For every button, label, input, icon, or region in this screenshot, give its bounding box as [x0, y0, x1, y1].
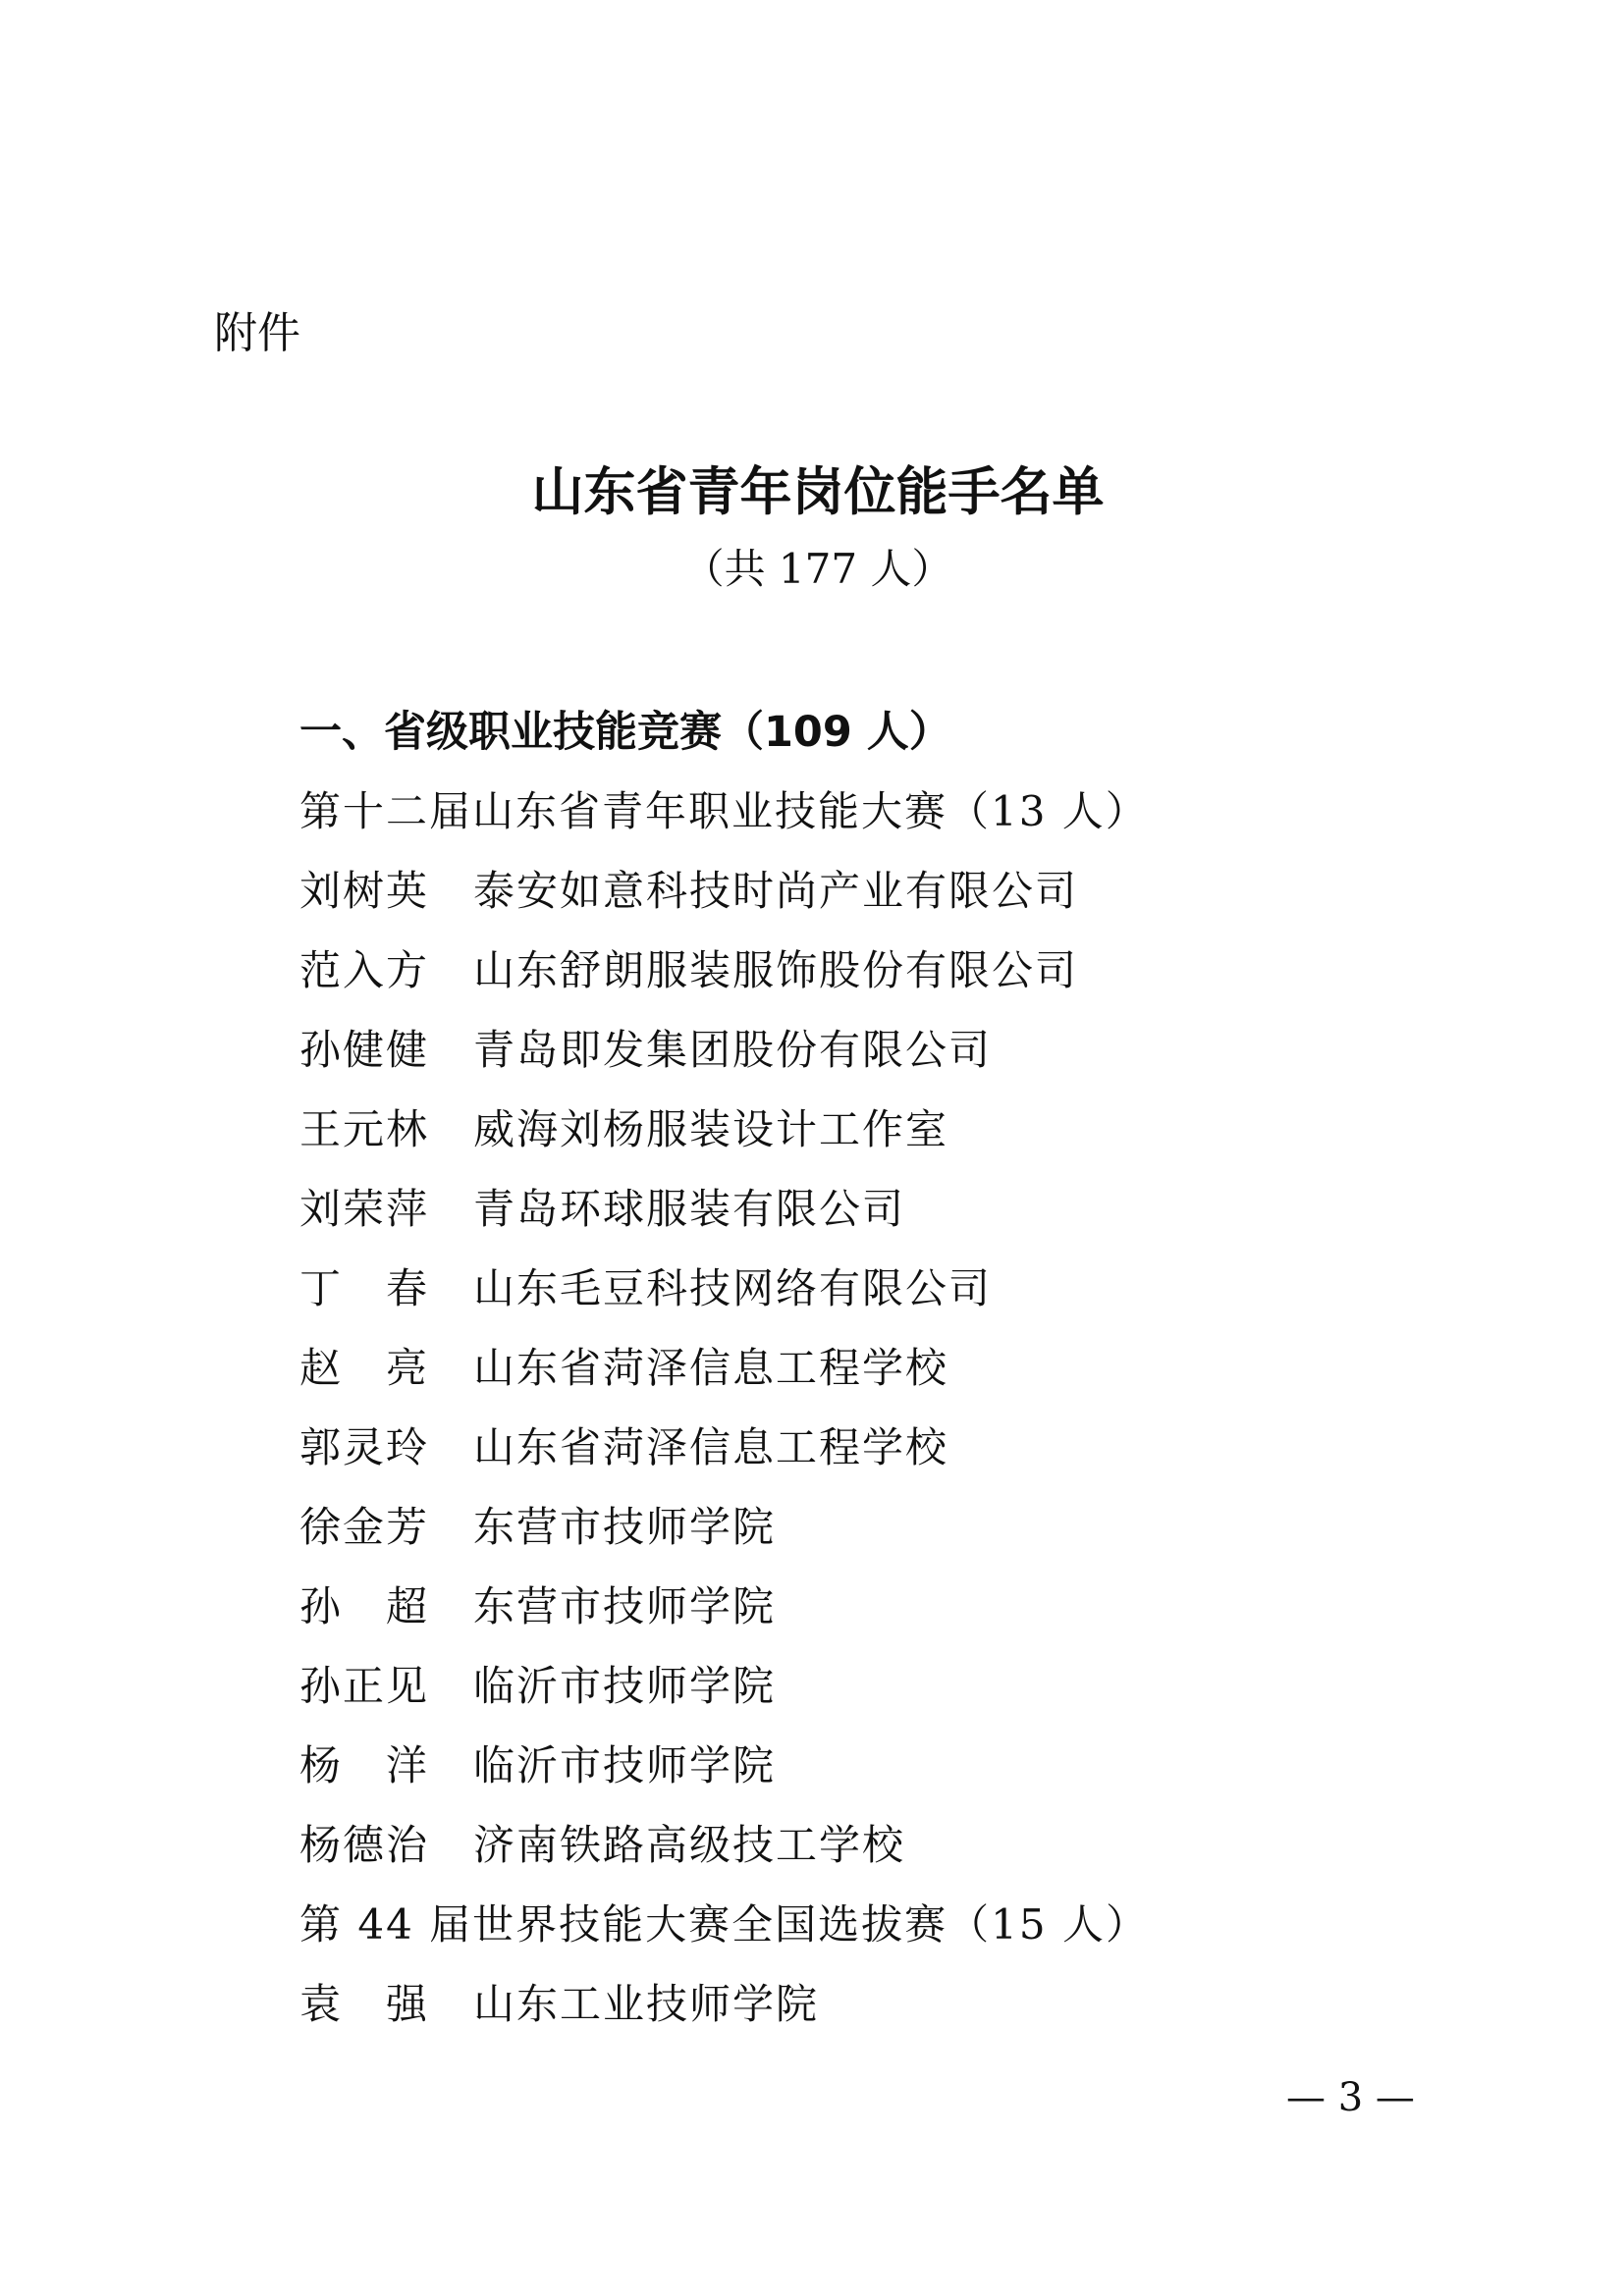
- organization: 济南铁路高级技工学校: [473, 1821, 906, 1869]
- person-name: 杨 洋: [299, 1741, 430, 1789]
- person-name: 赵 亮: [299, 1344, 430, 1392]
- person-name: 郭灵玲: [299, 1423, 430, 1471]
- list-item: [299, 1257, 1478, 1337]
- list-item: [299, 1098, 1478, 1178]
- organization: 青岛环球服装有限公司: [473, 1185, 906, 1233]
- list-item: [299, 1416, 1478, 1496]
- person-name: 丁 春: [299, 1264, 430, 1312]
- person-name: 袁 强: [299, 1980, 430, 2028]
- person-name: 刘树英: [299, 867, 430, 915]
- organization: 泰安如意科技时尚产业有限公司: [473, 867, 1079, 915]
- list-item: [299, 1973, 1478, 2053]
- subsection-heading: 第 44 届世界技能大赛全国选拔赛（15 人）: [299, 1900, 1149, 1949]
- organization: 山东省菏泽信息工程学校: [473, 1423, 949, 1471]
- attachment-label: 附件: [214, 308, 300, 358]
- person-name: 徐金芳: [299, 1503, 430, 1551]
- list-item: [299, 1655, 1478, 1735]
- organization: 威海刘杨服装设计工作室: [473, 1105, 949, 1153]
- list-item: [299, 1019, 1478, 1098]
- person-name: 杨德治: [299, 1821, 430, 1869]
- document-title: 山东省青年岗位能手名单: [531, 461, 1105, 522]
- name-list: [299, 701, 1478, 2053]
- organization: 临沂市技师学院: [473, 1741, 777, 1789]
- subsection-heading: 第十二届山东省青年职业技能大赛（13 人）: [299, 787, 1149, 835]
- organization: 山东舒朗服装服饰股份有限公司: [473, 946, 1079, 994]
- organization: 东营市技师学院: [473, 1582, 777, 1630]
- person-name: 孙 超: [299, 1582, 430, 1630]
- person-name: 范入方: [299, 946, 430, 994]
- document-subtitle: （共 177 人）: [682, 545, 953, 593]
- list-item: [299, 1814, 1478, 1894]
- organization: 青岛即发集团股份有限公司: [473, 1026, 993, 1074]
- list-item: [299, 1337, 1478, 1416]
- list-item: [299, 1575, 1478, 1655]
- person-name: 刘荣萍: [299, 1185, 430, 1233]
- section-heading: 一、省级职业技能竞赛（109 人）: [299, 708, 951, 757]
- page-number: — 3 —: [1286, 2075, 1415, 2120]
- organization: 山东毛豆科技网络有限公司: [473, 1264, 993, 1312]
- organization: 临沂市技师学院: [473, 1662, 777, 1710]
- list-item: [299, 1496, 1478, 1575]
- organization: 山东省菏泽信息工程学校: [473, 1344, 949, 1392]
- list-item: [299, 860, 1478, 939]
- list-item: [299, 1178, 1478, 1257]
- list-item: [299, 1735, 1478, 1814]
- list-item: [299, 939, 1478, 1019]
- person-name: 王元林: [299, 1105, 430, 1153]
- organization: 山东工业技师学院: [473, 1980, 820, 2028]
- person-name: 孙正见: [299, 1662, 430, 1710]
- person-name: 孙健健: [299, 1026, 430, 1074]
- organization: 东营市技师学院: [473, 1503, 777, 1551]
